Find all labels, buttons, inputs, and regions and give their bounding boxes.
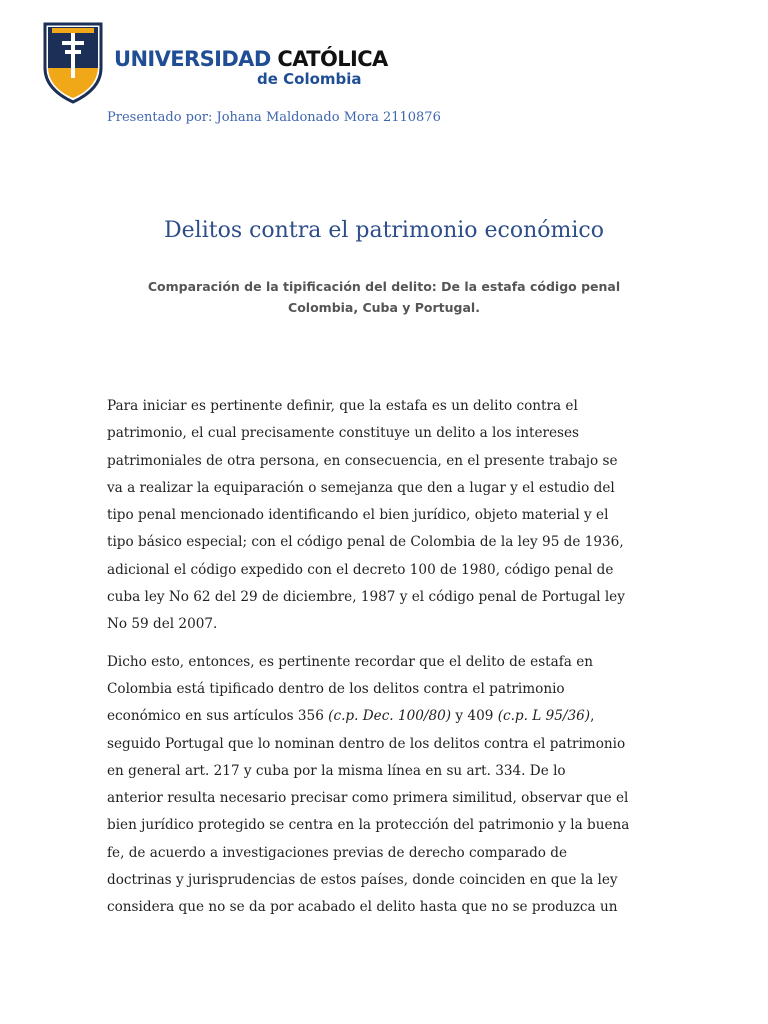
document-body <box>107 393 667 932</box>
text-segment: , <box>590 708 595 725</box>
text-line: Para iniciar es pertinente definir, que la estafa es un delito contra el <box>107 398 578 414</box>
logo-word-catolica: CATÓLICA <box>277 47 388 71</box>
citation: (c.p. L 95/36) <box>497 708 591 725</box>
text-line: cuba ley No 62 del 29 de diciembre, 1987 y el código penal de Portugal ley <box>107 589 625 606</box>
text-line: Dicho esto, entonces, es pertinente recordar que el delito de estafa en <box>107 653 594 670</box>
text-line: No 59 del 2007. <box>107 616 218 633</box>
text-line <box>107 703 667 730</box>
document-title: Delitos contra el patrimonio económico <box>164 218 604 243</box>
text-line: adicional el código expedido con el decreto 100 de 1980, código penal de <box>107 561 614 578</box>
university-name <box>114 48 388 88</box>
subtitle-line: Colombia, Cuba y Portugal. <box>288 300 480 315</box>
text-line: va a realizar la equiparación o semejanza que den a lugar y el estudio del <box>107 479 615 496</box>
paragraph-2 <box>107 649 667 922</box>
university-header <box>42 22 442 104</box>
text-line: Colombia está tipificado dentro de los delitos contra el patrimonio <box>107 680 565 697</box>
paragraph-1 <box>107 393 667 639</box>
text-segment: económico en sus artículos 356 <box>107 708 329 725</box>
text-segment: y 409 <box>451 708 498 725</box>
logo-word-universidad: UNIVERSIDAD <box>114 47 271 71</box>
logo-subtitle: de Colombia <box>257 70 362 88</box>
university-shield-logo <box>42 22 104 104</box>
document-subtitle <box>130 276 638 318</box>
text-line: considera que no se da por acabado el delito hasta que no se produzca un <box>107 899 618 916</box>
text-line: patrimonio, el cual precisamente constituye un delito a los intereses <box>107 425 580 442</box>
text-line: seguido Portugal que lo nominan dentro de los delitos contra el patrimonio <box>107 735 626 752</box>
text-line: bien jurídico protegido se centra en la protección del patrimonio y la buena <box>107 817 630 834</box>
text-line: tipo básico especial; con el código penal de Colombia de la ley 95 de 1936, <box>107 534 624 551</box>
citation: (c.p. Dec. 100/80) <box>328 708 452 725</box>
text-line: fe, de acuerdo a investigaciones previas de derecho comparado de <box>107 844 568 861</box>
text-line: anterior resulta necesario precisar como primera similitud, observar que el <box>107 790 629 807</box>
subtitle-line: Comparación de la tipificación del delito: De la estafa código penal <box>147 279 621 294</box>
text-line: tipo penal mencionado identificando el bien jurídico, objeto material y el <box>107 507 609 524</box>
text-line: doctrinas y jurisprudencias de estos países, donde coinciden en que la ley <box>107 872 618 889</box>
text-line: patrimoniales de otra persona, en consecuencia, en el presente trabajo se <box>107 452 618 469</box>
text-line: en general art. 217 y cuba por la misma línea en su art. 334. De lo <box>107 762 566 779</box>
presented-by: Presentado por: Johana Maldonado Mora 2110876 <box>107 110 441 125</box>
